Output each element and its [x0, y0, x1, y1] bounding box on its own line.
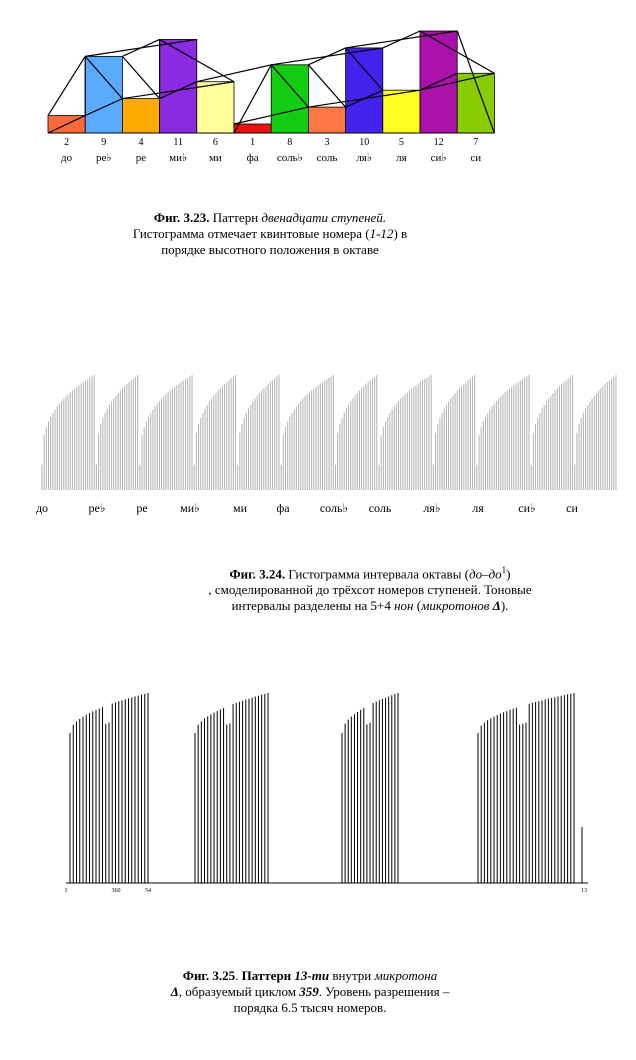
fig1-number-label-1: 2 [64, 137, 70, 148]
fig3-axis-label-4: 13 [581, 888, 587, 894]
fig3-caption: Фиг. 3.25. Паттерн 13-ти внутри микротона Δ, образуемый циклом 359. Уровень разрешения – порядка 6.5 тысяч номеров. [170, 968, 450, 1015]
fig3-caption-label: Фиг. 3.25 [182, 968, 236, 983]
fig1-note-label-11: си♭ [430, 152, 447, 164]
fig1-number-label-12: 7 [473, 137, 479, 148]
fig2-note-label-9: ля♭ [423, 501, 441, 515]
fig1-number-label-10: 5 [398, 137, 404, 148]
fig3-axis-label-2: 360 [111, 888, 121, 894]
fig2-note-label-3: ре [136, 501, 148, 515]
fig3-axis-label-1: 1 [64, 888, 68, 894]
fig1-note-label-5: ми [208, 152, 222, 164]
fig1-note-label-9: ля♭ [356, 152, 373, 164]
fig2-note-label-4: ми♭ [180, 501, 200, 515]
fig1-number-label-2: 9 [101, 137, 107, 148]
fig1-number-label-3: 4 [138, 137, 144, 148]
fig1-note-label-4: ми♭ [169, 152, 188, 164]
fig2-note-label-7: соль♭ [319, 501, 349, 515]
fig1-note-label-10: ля [396, 152, 407, 164]
fig2-note-label-8: соль [368, 501, 392, 515]
fig1-note-label-3: ре [135, 152, 147, 164]
fig1-caption: Фиг. 3.23. Паттерн двенадцати ступеней. Гистограмма отмечает квинтовые номера (1-12) в порядке высотного положения в октаве [132, 210, 408, 257]
fig2-caption-label: Фиг. 3.24. [229, 566, 286, 582]
fig1-number-label-9: 10 [359, 137, 370, 148]
fig2-note-label-10: ля [472, 501, 484, 515]
fig2-note-label-1: до [35, 501, 49, 515]
fig2-note-label-6: фа [276, 501, 290, 515]
fig1-note-label-6: фа [246, 152, 259, 164]
fig1-note-label-1: до [61, 152, 73, 164]
fig1-caption-label: Фиг. 3.23. [153, 210, 210, 225]
fig1-number-label-11: 12 [433, 137, 444, 148]
fig2-note-label-11: си♭ [518, 501, 536, 515]
fig1-number-label-8: 3 [324, 137, 330, 148]
fig1-number-label-6: 1 [250, 137, 256, 148]
fig1-note-label-2: ре♭ [96, 152, 112, 164]
fig1-number-label-5: 6 [212, 137, 218, 148]
fig2-note-label-5: ми [232, 501, 248, 515]
fig1-note-label-12: си [470, 152, 482, 164]
fig3-axis-label-3: 54 [145, 888, 151, 894]
fig2-note-label-12: си [566, 501, 578, 515]
fig1-note-label-7: соль♭ [276, 152, 303, 164]
fig1-number-label-7: 8 [287, 137, 293, 148]
fig2-note-label-2: ре♭ [88, 501, 106, 515]
fig2-caption: Фиг. 3.24. Гистограмма интервала октавы $(до-до^1)$ , смоделированной до трёхсот номеров ступеней. Тоновые интервалы разделены на 5+4 нон (микротонов Δ). [208, 565, 532, 614]
fig1-note-label-8: соль [316, 152, 338, 164]
fig1-number-label-4: 11 [173, 137, 184, 148]
